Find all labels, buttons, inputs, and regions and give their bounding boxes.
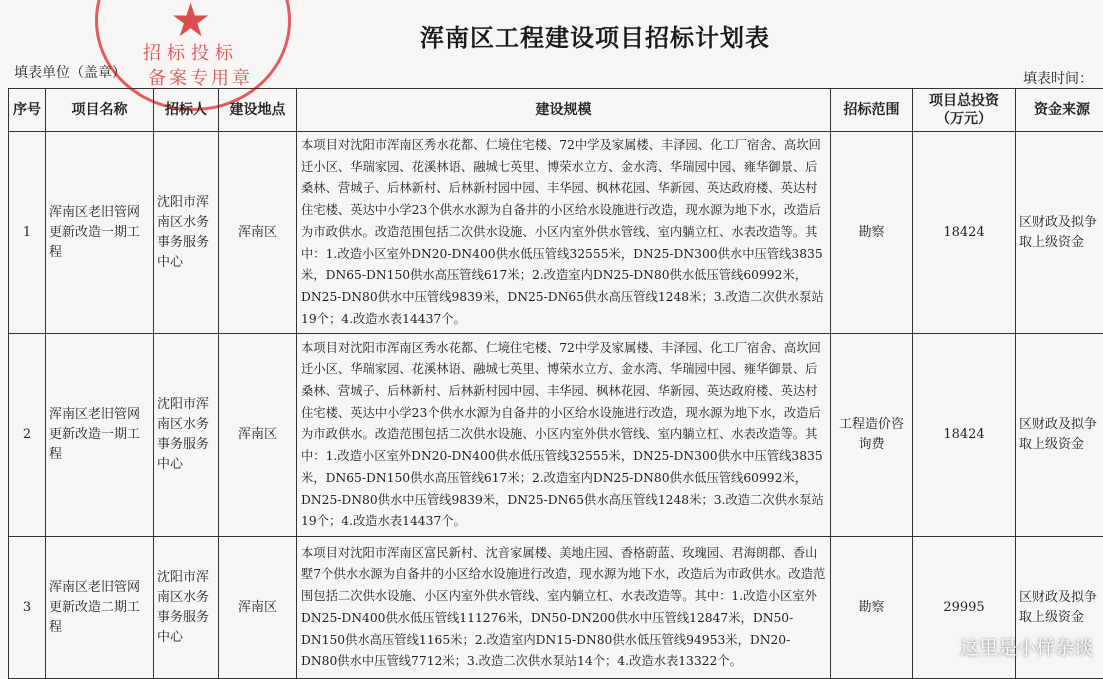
investment: 29995 — [913, 537, 1016, 679]
location: 浑南区 — [219, 132, 297, 334]
header-tenderer: 招标人 — [154, 89, 219, 132]
tenderer: 沈阳市浑南区水务事务服务中心 — [154, 132, 219, 334]
location: 浑南区 — [219, 334, 297, 537]
header-scope: 招标范围 — [831, 89, 913, 132]
watermark: 这里是小样杂谈 — [960, 633, 1093, 660]
header-investment: 项目总投资（万元） — [913, 89, 1016, 132]
header-name: 项目名称 — [46, 89, 154, 132]
document-title: 浑南区工程建设项目招标计划表 — [420, 18, 770, 53]
funding-source: 区财政及拟争取上级资金 — [1016, 537, 1103, 679]
construction-scale: 本项目对沈阳市浑南区秀水花都、仁境住宅楼、72中学及家属楼、丰泽园、化工厂宿舍、高坎回迁小区、华瑞家园、花溪林语、融城七英里、博荣水立方、金水湾、华瑞园中园、雍华御景、后桑林、营城子、后林新村、后林新村园中园、丰华园、枫林花园、华新园、英达政府楼、英达村住宅楼、英达中小学23个供水水源为自备井的小区给水设施进行改造，现水源为地下水，改造后为市政供水。改造范围包括二次供水设施、小区内室外供水管线、室内躺立杠、水表改造等。其中：1.改造小区室外DN20-DN400供水低压管线32555米，DN25-DN300供水中压管线3835米，DN65-DN150供水高压管线617米；2.改造室内DN25-DN80供水低压管线60992米，DN25-DN80供水中压管线9839米，DN25-DN65供水高压管线1248米；3.改造二次供水泵站19个；4.改造水表14437个。 — [297, 132, 831, 334]
row-no: 1 — [9, 132, 46, 334]
table-row — [9, 537, 1103, 679]
location: 浑南区 — [219, 537, 297, 679]
funding-source: 区财政及拟争取上级资金 — [1016, 132, 1103, 334]
investment: 18424 — [913, 334, 1016, 537]
table-header-row — [9, 89, 1103, 132]
construction-scale: 本项目对沈阳市浑南区秀水花都、仁境住宅楼、72中学及家属楼、丰泽园、化工厂宿舍、高坎回迁小区、华瑞家园、花溪林语、融城七英里、博荣水立方、金水湾、华瑞园中园、雍华御景、后桑林、营城子、后林新村、后林新村园中园、丰华园、枫林花园、华新园、英达政府楼、英达村住宅楼、英达中小学23个供水水源为自备井的小区给水设施进行改造，现水源为地下水，改造后为市政供水。改造范围包括二次供水设施、小区内室外供水管线、室内躺立杠、水表改造等。其中：1.改造小区室外DN20-DN400供水低压管线32555米，DN25-DN300供水中压管线3835米，DN65-DN150供水高压管线617米；2.改造室内DN25-DN80供水低压管线60992米，DN25-DN80供水中压管线9839米，DN25-DN65供水高压管线1248米；3.改造二次供水泵站19个；4.改造水表14437个。 — [297, 334, 831, 537]
tenderer: 沈阳市浑南区水务事务服务中心 — [154, 334, 219, 537]
funding-source: 区财政及拟争取上级资金 — [1016, 334, 1103, 537]
header-no: 序号 — [9, 89, 46, 132]
tender-scope: 工程造价咨询费 — [831, 334, 913, 537]
seal-text-1: 招标投标 — [143, 39, 239, 65]
investment: 18424 — [913, 132, 1016, 334]
star-icon: ★ — [170, 0, 211, 47]
project-name: 浑南区老旧管网更新改造一期工程 — [46, 132, 154, 334]
construction-scale: 本项目对沈阳市浑南区富民新村、沈音家属楼、美地庄园、香格蔚蓝、玫瑰园、君海朗郡、香山墅7个供水水源为自备井的小区给水设施进行改造，现水源为地下水，改造后为市政供水。改造范围包括二次供水设施、小区内室外供水管线、室内躺立杠、水表改造等。其中：1.改造小区室外DN25-DN400供水低压管线111276米，DN50-DN200供水中压管线12847米，DN50-DN150供水高压管线1165米；2.改造室内DN15-DN80供水低压管线94953米，DN20-DN80供水中压管线7712米；3.改造二次供水泵站14个；4.改造水表13322个。 — [297, 537, 831, 679]
table-row — [9, 334, 1103, 537]
row-no: 2 — [9, 334, 46, 537]
header-location: 建设地点 — [219, 89, 297, 132]
project-name: 浑南区老旧管网更新改造一期工程 — [46, 334, 154, 537]
fill-time-label: 填表时间： — [1023, 68, 1093, 88]
table-row — [9, 132, 1103, 334]
project-name: 浑南区老旧管网更新改造二期工程 — [46, 537, 154, 679]
seal-text-2: 备案专用章 — [148, 64, 253, 90]
tender-scope: 勘察 — [831, 132, 913, 334]
row-no: 3 — [9, 537, 46, 679]
tenderer: 沈阳市浑南区水务事务服务中心 — [154, 537, 219, 679]
tender-scope: 勘察 — [831, 537, 913, 679]
fill-unit-label: 填表单位（盖章） — [14, 62, 126, 82]
tender-plan-table — [8, 88, 1103, 679]
header-scale: 建设规模 — [297, 89, 831, 132]
header-funding: 资金来源 — [1016, 89, 1103, 132]
